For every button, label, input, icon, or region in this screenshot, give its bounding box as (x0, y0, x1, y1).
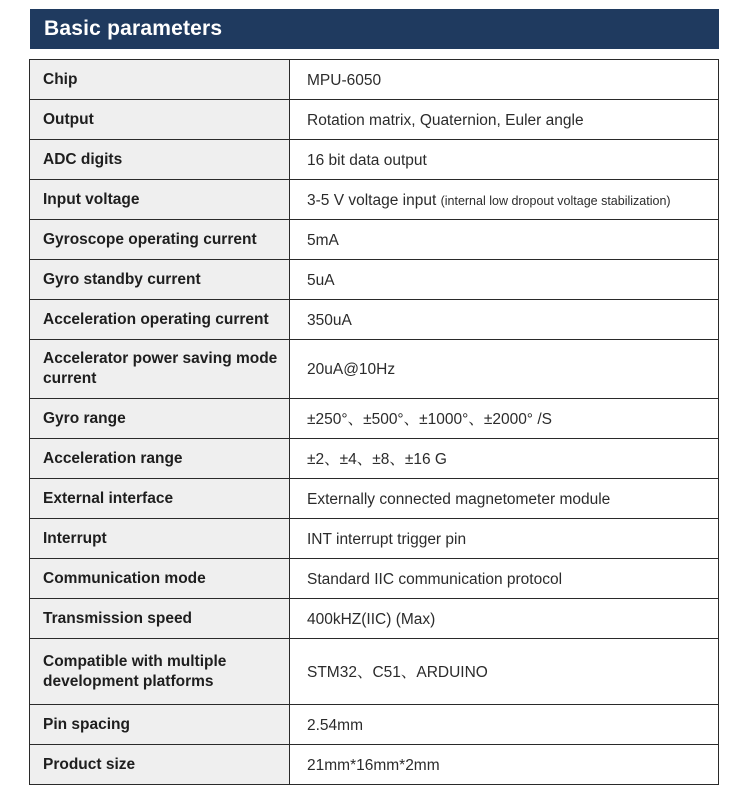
table-row-gyro-standby-current (30, 260, 719, 300)
row-value: INT interrupt trigger pin (290, 519, 719, 559)
row-label: Pin spacing (30, 705, 290, 745)
table-row-gyroscope-operating-current (30, 220, 719, 260)
table-row-product-size (30, 745, 719, 785)
row-value: MPU-6050 (290, 60, 719, 100)
row-label: Chip (30, 60, 290, 100)
row-label: ADC digits (30, 140, 290, 180)
table-row-communication-mode (30, 559, 719, 599)
table-row-pin-spacing (30, 705, 719, 745)
row-value: 5uA (290, 260, 719, 300)
row-label: Gyro standby current (30, 260, 290, 300)
row-value: 400kHZ(IIC) (Max) (290, 599, 719, 639)
table-row-compatible-platforms (30, 639, 719, 705)
row-label: Gyroscope operating current (30, 220, 290, 260)
row-label: Product size (30, 745, 290, 785)
row-label: External interface (30, 479, 290, 519)
table-row-acceleration-range (30, 439, 719, 479)
row-value: 20uA@10Hz (290, 340, 719, 399)
row-label: Gyro range (30, 399, 290, 439)
row-value: 5mA (290, 220, 719, 260)
row-label: Transmission speed (30, 599, 290, 639)
row-label: Input voltage (30, 180, 290, 220)
table-row-external-interface (30, 479, 719, 519)
row-value: Standard IIC communication protocol (290, 559, 719, 599)
row-value: STM32、C51、ARDUINO (290, 639, 719, 705)
row-value: Externally connected magnetometer module (290, 479, 719, 519)
table-row-chip (30, 60, 719, 100)
row-label: Compatible with multiple development platforms (30, 639, 290, 705)
section-header (30, 9, 719, 49)
row-value: 350uA (290, 300, 719, 340)
table-row-acceleration-operating-current (30, 300, 719, 340)
row-value: 21mm*16mm*2mm (290, 745, 719, 785)
table-row-interrupt (30, 519, 719, 559)
table-row-power-saving-current (30, 340, 719, 399)
row-value: ±250°、±500°、±1000°、±2000° /S (290, 399, 719, 439)
table-row-output (30, 100, 719, 140)
table-row-transmission-speed (30, 599, 719, 639)
section-title: Basic parameters (44, 17, 223, 40)
row-value: ±2、±4、±8、±16 G (290, 439, 719, 479)
row-label: Communication mode (30, 559, 290, 599)
parameters-table (29, 59, 719, 785)
row-label: Accelerator power saving mode current (30, 340, 290, 399)
table-row-gyro-range (30, 399, 719, 439)
row-label: Interrupt (30, 519, 290, 559)
table-row-adc-digits (30, 140, 719, 180)
row-value-main: 3-5 V voltage input (307, 191, 437, 209)
row-value: 2.54mm (290, 705, 719, 745)
row-value (290, 180, 719, 220)
row-value-note: (internal low dropout voltage stabilization) (440, 193, 671, 208)
row-label: Acceleration range (30, 439, 290, 479)
row-label: Output (30, 100, 290, 140)
row-value: 16 bit data output (290, 140, 719, 180)
row-label: Acceleration operating current (30, 300, 290, 340)
row-value: Rotation matrix, Quaternion, Euler angle (290, 100, 719, 140)
table-row-input-voltage (30, 180, 719, 220)
